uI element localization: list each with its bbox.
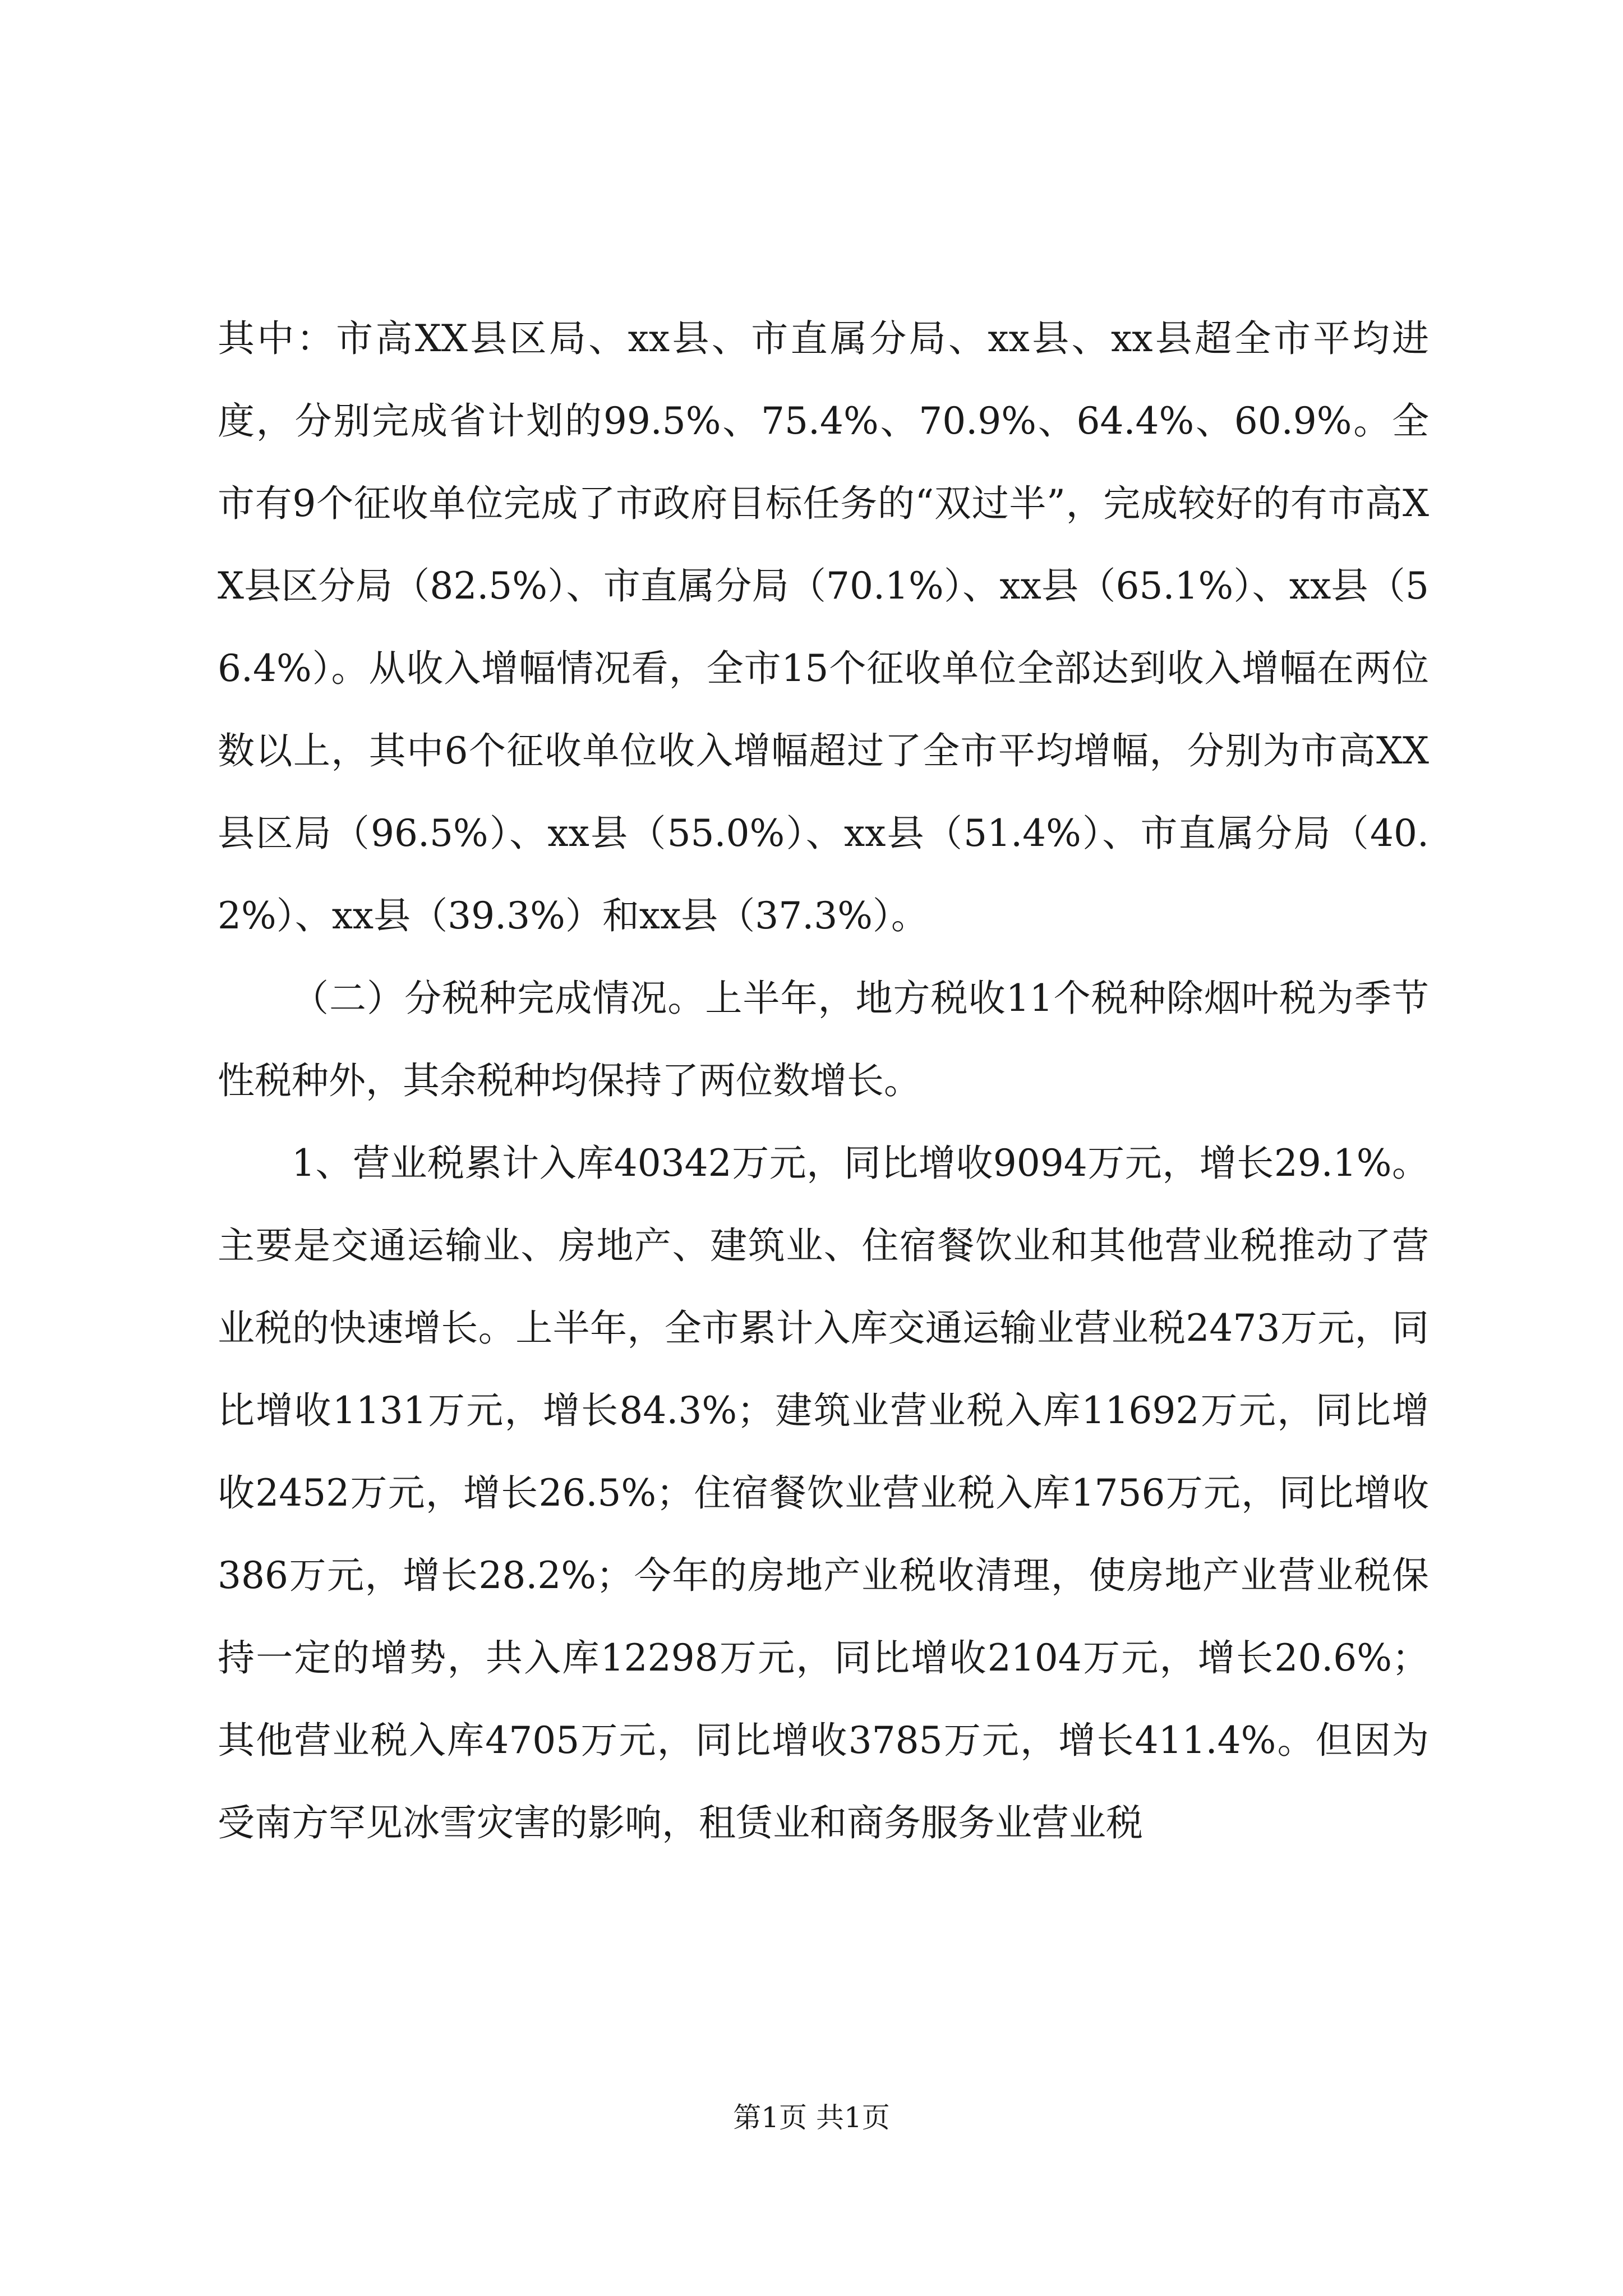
paragraph-county-progress: 其中：市高XX县区局、xx县、市直属分局、xx县、xx县超全市平均进度，分别完成省计划的99.5%、75.4%、70.9%、64.4%、60.9%。全市有9个征收单位完成了市政府目标任务的“双过半”，完成较好的有市高XX县区分局（82.5%）、市直属分局（70.1%）、xx县（65.1%）、xx县（56.4%）。从收入增幅情况看，全市15个征收单位全部达到收入增幅在两位数以上，其中6个征收单位收入增幅超过了全市平均增幅，分别为市高XX县区局（96.5%）、xx县（55.0%）、xx县（51.4%）、市直属分局（40.2%）、xx县（39.3%）和xx县（37.3%）。: [218, 317, 1429, 937]
document-body: [218, 297, 1429, 1864]
page-footer: 第1页 共1页: [733, 2101, 890, 2134]
paragraph-business-tax: 1、营业税累计入库40342万元，同比增收9094万元，增长29.1%。主要是交通运输业、房地产、建筑业、住宿餐饮业和其他营业税推动了营业税的快速增长。上半年，全市累计入库交通运输业营业税2473万元，同比增收1131万元，增长84.3%；建筑业营业税入库11692万元，同比增收2452万元，增长26.5%；住宿餐饮业营业税入库1756万元，同比增收386万元，增长28.2%；今年的房地产业税收清理，使房地产业营业税保持一定的增势，共入库12298万元，同比增收2104万元，增长20.6%；其他营业税入库4705万元，同比增收3785万元，增长411.4%。但因为受南方罕见冰雪灾害的影响，租赁业和商务服务业营业税: [218, 1142, 1429, 1844]
paragraph-tax-category-overview: （二）分税种完成情况。上半年，地方税收11个税种除烟叶税为季节性税种外，其余税种均保持了两位数增长。: [218, 977, 1429, 1102]
